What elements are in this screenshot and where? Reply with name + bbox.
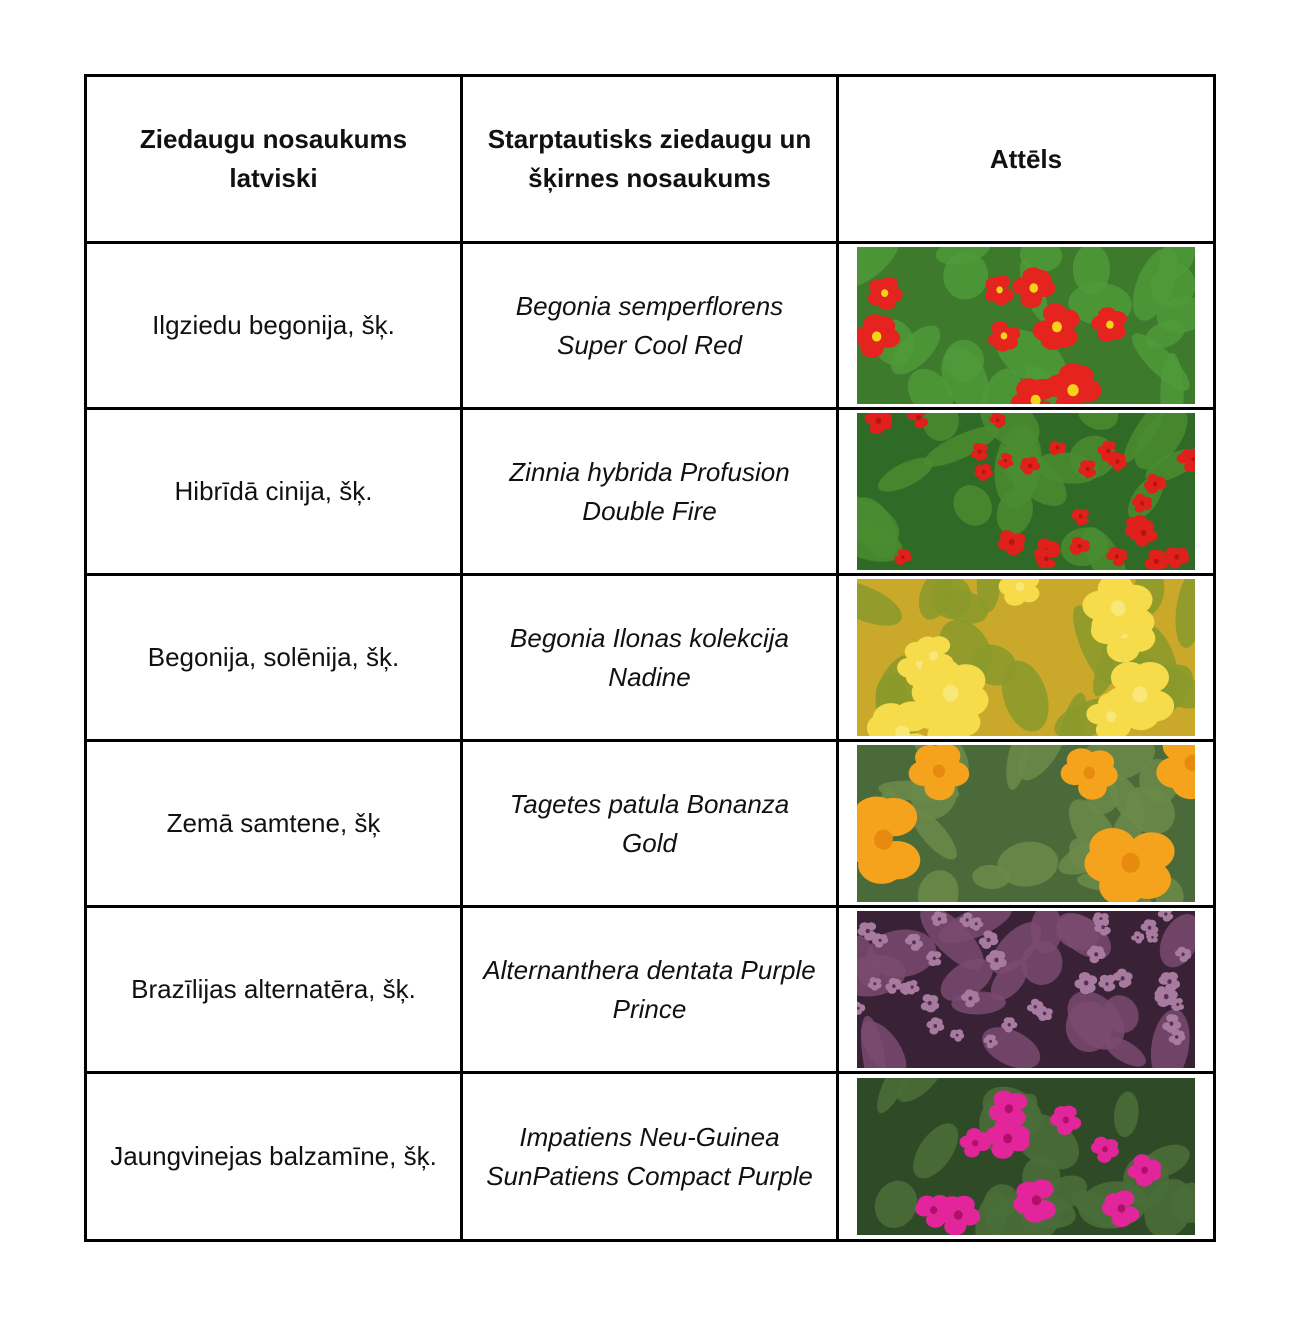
image-cell [838,1073,1215,1241]
image-cell [838,907,1215,1073]
international-name-cell: Impatiens Neu-Guinea SunPatiens Compact Purple [462,1073,838,1241]
header-image: Attēls [838,76,1215,243]
table-row [86,741,1215,907]
image-cell [838,575,1215,741]
latvian-name-cell: Zemā samtene, šķ [86,741,462,907]
orange-marigold-photo [857,745,1195,902]
red-begonia-photo [857,247,1195,404]
international-name-cell: Begonia Ilonas kolekcija Nadine [462,575,838,741]
image-cell [838,741,1215,907]
international-name-cell: Begonia semperflorens Super Cool Red [462,243,838,409]
table-row [86,575,1215,741]
pink-impatiens-photo [857,1078,1195,1235]
table-row [86,907,1215,1073]
yellow-begonia-photo [857,579,1195,736]
header-international-name: Starptautisks ziedaugu un šķirnes nosaukums [462,76,838,243]
latvian-name-cell: Begonija, solēnija, šķ. [86,575,462,741]
latvian-name-cell: Brazīlijas alternatēra, šķ. [86,907,462,1073]
international-name-cell: Zinnia hybrida Profusion Double Fire [462,409,838,575]
red-zinnia-photo [857,413,1195,570]
purple-alternanthera-photo [857,911,1195,1068]
latvian-name-cell: Hibrīdā cinija, šķ. [86,409,462,575]
image-cell [838,409,1215,575]
image-cell [838,243,1215,409]
international-name-cell: Alternanthera dentata Purple Prince [462,907,838,1073]
flower-table [84,74,1216,1242]
latvian-name-cell: Jaungvinejas balzamīne, šķ. [86,1073,462,1241]
international-name-cell: Tagetes patula Bonanza Gold [462,741,838,907]
table-row [86,409,1215,575]
header-latvian-name: Ziedaugu nosaukums latviski [86,76,462,243]
table-header-row [86,76,1215,243]
table-row [86,243,1215,409]
table-row [86,1073,1215,1241]
latvian-name-cell: Ilgziedu begonija, šķ. [86,243,462,409]
